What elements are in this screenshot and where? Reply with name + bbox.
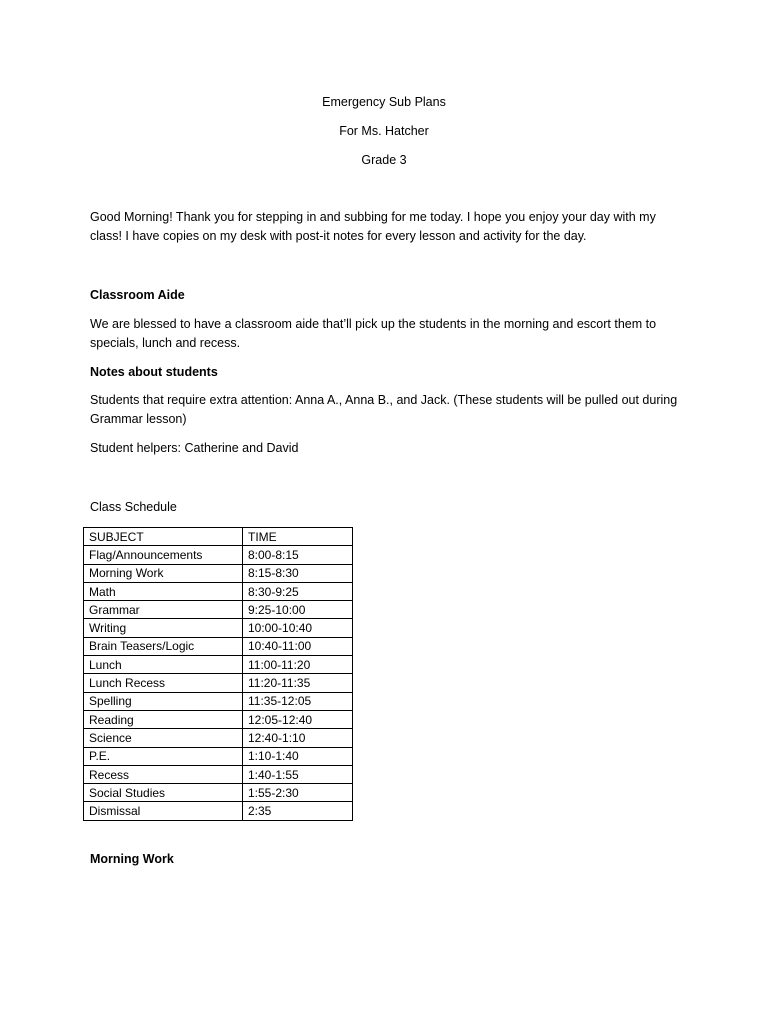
subject-cell: Social Studies xyxy=(84,784,243,802)
classroom-aide-text: We are blessed to have a classroom aide that’ll pick up the students in the morning and escort them to specials, lunch and recess. xyxy=(90,317,657,350)
subject-cell: Flag/Announcements xyxy=(84,546,243,564)
table-row xyxy=(84,674,353,692)
subject-cell: Recess xyxy=(84,765,243,783)
time-cell: 12:40-1:10 xyxy=(243,729,353,747)
time-cell: 8:30-9:25 xyxy=(243,582,353,600)
table-row xyxy=(84,619,353,637)
morning-work-heading: Morning Work xyxy=(90,852,174,866)
notes-helpers-text: Student helpers: Catherine and David xyxy=(90,441,299,455)
table-row xyxy=(84,582,353,600)
subject-cell: Lunch Recess xyxy=(84,674,243,692)
notes-attention-text: Students that require extra attention: Anna A., Anna B., and Jack. (These students will be pulled out during Grammar lesson) xyxy=(90,393,678,426)
subject-cell: Writing xyxy=(84,619,243,637)
table-row xyxy=(84,784,353,802)
time-cell: 1:55-2:30 xyxy=(243,784,353,802)
table-row xyxy=(84,729,353,747)
time-cell: 11:35-12:05 xyxy=(243,692,353,710)
subject-cell: Grammar xyxy=(84,601,243,619)
classroom-aide-heading: Classroom Aide xyxy=(90,288,185,302)
subject-cell: P.E. xyxy=(84,747,243,765)
subject-cell: Science xyxy=(84,729,243,747)
subject-cell: Spelling xyxy=(84,692,243,710)
subject-cell: Reading xyxy=(84,710,243,728)
table-row xyxy=(84,692,353,710)
table-row xyxy=(84,601,353,619)
table-row xyxy=(84,656,353,674)
subject-cell: Morning Work xyxy=(84,564,243,582)
column-header-subject: SUBJECT xyxy=(84,528,243,546)
subject-cell: Lunch xyxy=(84,656,243,674)
table-header-row xyxy=(84,528,353,546)
time-cell: 8:00-8:15 xyxy=(243,546,353,564)
table-row xyxy=(84,546,353,564)
intro-paragraph: Good Morning! Thank you for stepping in and subbing for me today. I hope you enjoy your day with my class! I have copies on my desk with post-it notes for every lesson and activity for the day. xyxy=(90,210,656,243)
table-row xyxy=(84,637,353,655)
time-cell: 10:00-10:40 xyxy=(243,619,353,637)
schedule-table xyxy=(83,527,353,821)
subject-cell: Math xyxy=(84,582,243,600)
table-row xyxy=(84,747,353,765)
schedule-heading: Class Schedule xyxy=(90,500,177,514)
time-cell: 8:15-8:30 xyxy=(243,564,353,582)
time-cell: 10:40-11:00 xyxy=(243,637,353,655)
grade-level: Grade 3 xyxy=(361,153,407,167)
table-row xyxy=(84,802,353,820)
time-cell: 9:25-10:00 xyxy=(243,601,353,619)
document-title: Emergency Sub Plans xyxy=(322,95,446,109)
subject-cell: Brain Teasers/Logic xyxy=(84,637,243,655)
teacher-name: For Ms. Hatcher xyxy=(339,124,429,138)
table-row xyxy=(84,564,353,582)
table-row xyxy=(84,765,353,783)
time-cell: 12:05-12:40 xyxy=(243,710,353,728)
time-cell: 1:10-1:40 xyxy=(243,747,353,765)
column-header-time: TIME xyxy=(243,528,353,546)
notes-heading: Notes about students xyxy=(90,365,218,379)
subject-cell: Dismissal xyxy=(84,802,243,820)
time-cell: 11:20-11:35 xyxy=(243,674,353,692)
time-cell: 1:40-1:55 xyxy=(243,765,353,783)
time-cell: 2:35 xyxy=(243,802,353,820)
time-cell: 11:00-11:20 xyxy=(243,656,353,674)
table-row xyxy=(84,710,353,728)
